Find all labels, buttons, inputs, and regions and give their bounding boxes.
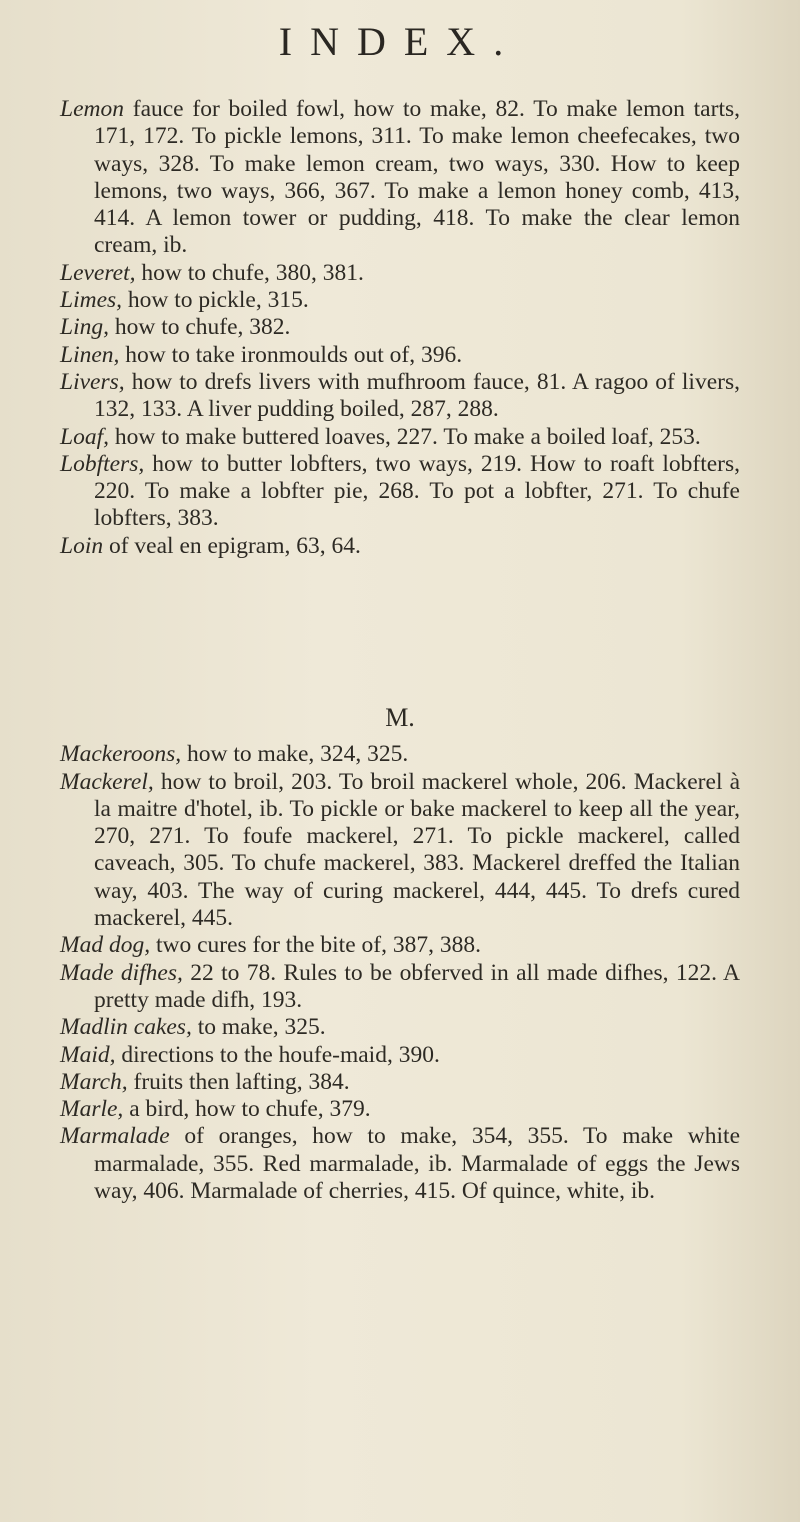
entry-text: how to pickle, 315. (122, 287, 309, 314)
entry-text: of oranges, how to make, 354, 355. To make white marmalade, 355. Red marmalade, ib. Marmalade of eggs the Jews way, 406. Marmalade of cherries, 415. Of quince, white, ib. (94, 1123, 740, 1205)
entry-text: fruits then lafting, 384. (127, 1068, 350, 1095)
section-m (60, 692, 740, 1205)
section-l (60, 96, 740, 560)
index-entry-loin (60, 533, 740, 560)
entry-text: how to chufe, 380, 381. (135, 259, 364, 286)
index-entry-limes (60, 287, 740, 314)
entry-term: Leveret, (60, 259, 136, 286)
entry-text: how to make buttered loaves, 227. To make a boiled loaf, 253. (108, 423, 701, 450)
entry-text: a bird, how to chufe, 379. (123, 1096, 371, 1123)
page-header: INDEX. (278, 19, 522, 64)
entry-term: Lemon (60, 96, 124, 122)
entry-term: Made difhes, (60, 959, 183, 986)
entry-term: Limes, (60, 287, 123, 314)
index-entry-mad-dog (60, 932, 740, 959)
index-entry-lemon (60, 96, 740, 260)
index-entry-ling (60, 314, 740, 341)
entry-term: Loaf, (60, 423, 109, 450)
entry-text: 22 to 78. Rules to be obferved in all made difhes, 122. A pretty made difh, 193. (94, 959, 741, 1013)
entry-text: fauce for boiled fowl, how to make, 82. To make lemon tarts, 171, 172. To pickle lemons, 311. To make lemon cheefecakes, two ways, 328. To make lemon cream, two ways, 330. How to keep lemons, two ways, 366, 367. To make a lemon honey comb, 413, 414. A lemon tower or pudding, 418. To make the clear lemon cream, ib. (94, 96, 740, 259)
entry-term: Madlin cakes, (60, 1014, 192, 1041)
entry-term: Loin (60, 532, 104, 559)
entry-term: March, (60, 1068, 128, 1095)
index-entry-maid (60, 1042, 740, 1069)
index-entry-marle (60, 1096, 740, 1123)
index-entry-madlin-cakes (60, 1014, 740, 1041)
index-entry-loaf (60, 424, 740, 451)
entry-text: how to drefs livers with mufhroom fauce, 81. A ragoo of livers, 132, 133. A liver pudding boiled, 287, 288. (94, 368, 740, 423)
section-letter-m: M. (385, 703, 415, 732)
index-entry-marmalade (60, 1123, 740, 1205)
entry-term: Linen, (60, 341, 120, 368)
entry-term: Mackeroons, (60, 741, 182, 768)
entry-text: how to broil, 203. To broil mackerel whole, 206. Mackerel à la maitre d'hotel, ib. To pickle or bake mackerel to keep all the year, 270, 271. To foufe mackerel, 271. To pickle mackerel, called caveach, 305. To chufe mackerel, 383. Mackerel dreffed the Italian way, 403. The way of curing mackerel, 444, 445. To drefs cured mackerel, 445. (94, 768, 740, 932)
entry-text: how to take ironmoulds out of, 396. (119, 341, 463, 368)
entry-term: Ling, (60, 314, 109, 341)
entry-text: directions to the houfe-maid, 390. (115, 1041, 440, 1068)
index-entry-mackeroons (60, 741, 740, 768)
entry-text: how to butter lobfters, two ways, 219. How to roaft lobfters, 220. To make a lobfter pie, 268. To pot a lobfter, 271. To chufe lobfters, 383. (94, 450, 740, 532)
entry-text: to make, 325. (191, 1014, 326, 1041)
entry-term: Mad dog, (60, 932, 151, 959)
entry-text: of veal en epigram, 63, 64. (103, 532, 361, 559)
entry-term: Mackerel, (60, 768, 154, 795)
entry-term: Lobfters, (60, 450, 145, 477)
entry-term: Maid, (60, 1041, 116, 1068)
entry-text: how to make, 324, 325. (181, 741, 409, 768)
entry-text: two cures for the bite of, 387, 388. (150, 932, 481, 959)
index-entry-linen (60, 342, 740, 369)
entry-term: Livers, (60, 368, 125, 395)
index-entry-leveret (60, 260, 740, 287)
index-entry-made-dishes (60, 960, 740, 1015)
index-entry-livers (60, 369, 740, 424)
index-entry-mackerel (60, 769, 740, 933)
entry-text: how to chufe, 382. (108, 314, 291, 341)
index-entry-lobsters (60, 451, 740, 533)
entry-term: Marle, (60, 1096, 124, 1123)
index-entry-march (60, 1069, 740, 1096)
entry-term: Marmalade (60, 1123, 170, 1150)
